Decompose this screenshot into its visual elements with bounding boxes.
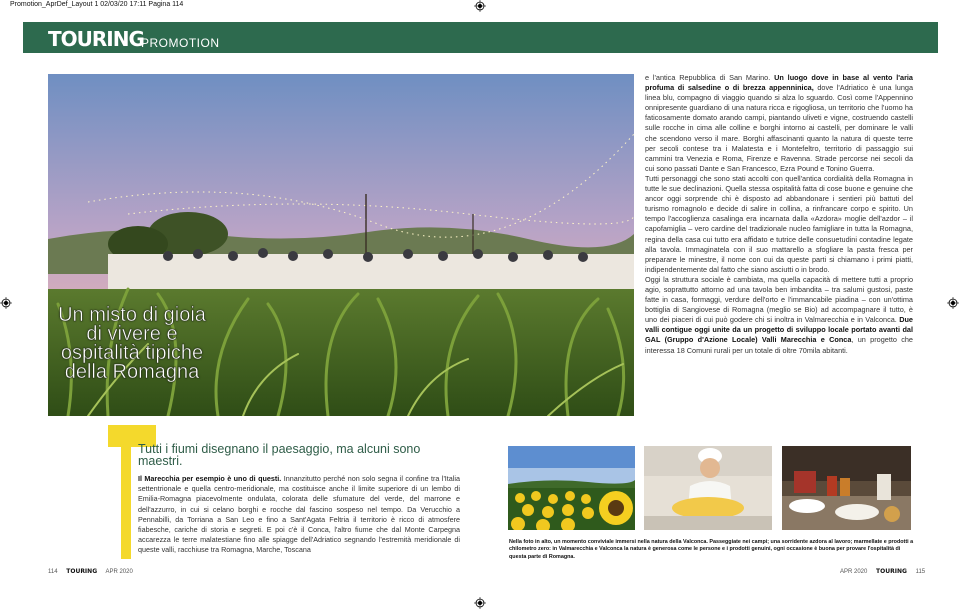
- jam-products-photo: [782, 446, 911, 530]
- page-number: 115: [915, 569, 926, 575]
- article-paragraph: e l'antica Repubblica di San Marino. Un luogo dove in base al vento l'aria profuma di salsedine o di brezza appenninica, dove l'Adriatico è una lunga linea blu, compagno di viaggio quando si alza lo sguardo. Così come l'Appennino onnipresente guardiano di una natura ricca e rigogliosa, un territorio che l'uomo ha faticosamente domato arando campi, piantando uliveti e vigne, costruendo castelli sulle rocche in cima alle colline e borghi intorno ai castelli, per dominare le valli che scendono verso il mare. Borghi affascinanti quanto la natura di queste terre per secoli contese tra i Malatesta e i Montefeltro, territorio di passaggio sui cammini tra Venezia e Roma, Firenze e Ravenna. Strade percorse nei secoli da cui sono passati Dante e San Francesco, Ezra Pound e Tonino Guerra.: [645, 73, 913, 173]
- issue-date: APR 2020: [840, 569, 868, 575]
- article-paragraph: Tutti personaggi che sono stati accolti con quell'antica cordialità della Romagna in tutte le sue declinazioni. Quella stessa ospitalità fatta di cose buone e genuine che ancor oggi sorprende chi è disposto ad abbandonare i sentieri più battuti del turismo romagnolo e decide di salire in collina, a rinfrancare corpo e spirito. Un tempo l'accoglienza casalinga era incarnata dalla «Azdora» moglie dell'azdor – il capofamiglia – vero cardine del tradizionale nucleo famigliare in tutta la Romagna, regina della casa cui tutto era affidato e tutrice delle consuetudini contadine legate alla tavola. Immaginatela con il suo mattarello a sfogliare la pasta fresca per preparare le minestre, il nome con cui da queste parti si chiamano i primi piatti, indipendentemente dal fatto che siano asciutti o in brodo.: [645, 173, 913, 274]
- registration-mark-icon: [474, 597, 486, 609]
- page-number: 114: [48, 569, 58, 575]
- touring-logo: TOURING: [48, 27, 144, 51]
- hero-title: Un misto di gioia di vivere e ospitalità tipiche della Romagna: [58, 304, 206, 383]
- registration-mark-icon: [947, 297, 959, 309]
- registration-mark-icon: [0, 297, 12, 309]
- section-banner: [23, 22, 938, 53]
- right-article-column: [645, 73, 913, 356]
- section-label: PROMOTION: [141, 36, 220, 50]
- footer-right: [840, 568, 932, 575]
- accent-bar: [121, 447, 131, 559]
- sunflower-photo: [508, 446, 635, 530]
- issue-date: APR 2020: [105, 569, 133, 575]
- footer-brand: TOURING: [876, 568, 907, 575]
- footer-left: [48, 568, 140, 575]
- azdora-photo: [644, 446, 772, 530]
- section-subhead: Tutti i fiumi disegnano il paesaggio, ma alcuni sono maestri.: [138, 442, 421, 468]
- footer-brand: TOURING: [66, 568, 98, 575]
- photo-caption: Nella foto in alto, un momento conviviale immersi nella natura della Valconca. Passeggiate nei campi; una sorridente azdora al lavoro; marmellate e prodotti a chilometro zero: in Valmarecchia e Valconca la natura è generosa come le persone e i prodotti genuini, ogni occasione è buona per provare l'ospitalità di questa parte di Romagna.: [509, 539, 914, 560]
- bottom-article-text: Il Marecchia per esempio è uno di questi. Innanzitutto perché non solo segna il confine tra l'Italia settentrionale e quella centro-meridionale, ma costituisce anche il limite superiore di un lembo di Emilia-Romagna piacevolmente ondulata, colorata delle sfumature del verde, del marrone e dell'azzurro, in cui si celano borghi e rocche dal fascino sospeso nel tempo. Da Verucchio a Pennabilli, da Torriana a San Leo e fino a Sant'Agata Feltria il territorio è ricco di atmosfere fiabesche, cariche di storia e segreti. E poi c'è il Conca, l'altro fiume che dal Monte Carpegna accarezza le terre malatestiane fino alle spiagge dell'Adriatico segnando l'estremità meridionale di queste valli, racchiuse tra Romagna, Marche, Toscana: [138, 474, 460, 555]
- article-paragraph: Oggi la struttura sociale è cambiata, ma quella capacità di mettere tutti a proprio agio, soprattutto attorno ad una tavola ben imbandita – tra salumi gustosi, paste fatte in casa, formaggi, verdure dell'orto e l'immancabile piadina – con un'ottima bottiglia di Sangiovese di Romagna (meglio se Bio) ad accompagnare il tutto, è uno dei piaceri di cui può godere chi si inoltra in Valmarecchia e in Valconca. Due valli contigue oggi unite da un progetto di sviluppo locale portato avanti dal GAL (Gruppo d'Azione Locale) Valli Marecchia e Conca, un progetto che interessa 18 Comuni rurali per un totale di oltre 70mila abitanti.: [645, 274, 913, 355]
- print-slug: Promotion_AprDef_Layout 1 02/03/20 17:11 Pagina 114: [10, 1, 184, 8]
- registration-mark-icon: [474, 0, 486, 12]
